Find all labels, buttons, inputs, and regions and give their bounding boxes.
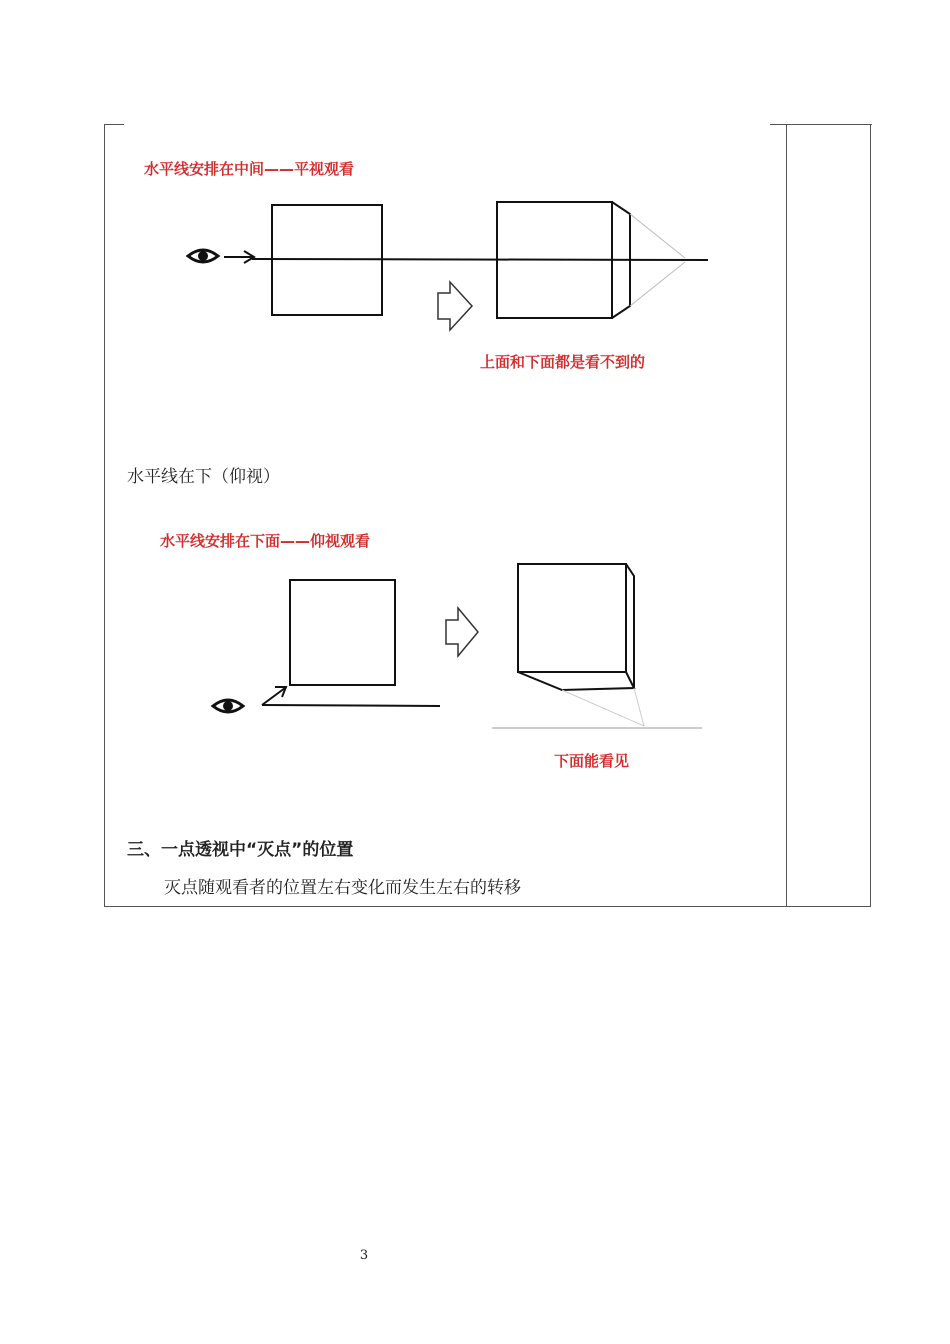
figure-caption: 水平线安排在中间——平视观看 [144,160,355,178]
figure-looking-up [150,522,710,782]
table-column-divider [786,124,787,907]
figure-note: 上面和下面都是看不到的 [480,353,646,371]
page-number: 3 [359,1248,369,1263]
figure-eye-level [140,150,720,390]
eye-icon [213,700,243,712]
paragraph: 水平线在下（仰视） [127,467,280,487]
looking-up-diagram [150,522,710,782]
figure-note: 下面能看见 [554,752,630,770]
table-top-border [104,124,124,125]
section-heading: 三、一点透视中“灭点”的位置 [127,840,354,860]
eye-icon [188,250,218,262]
section-body: 灭点随观看者的位置左右变化而发生左右的转移 [164,878,521,898]
figure-caption: 水平线安排在下面——仰视观看 [160,532,371,550]
